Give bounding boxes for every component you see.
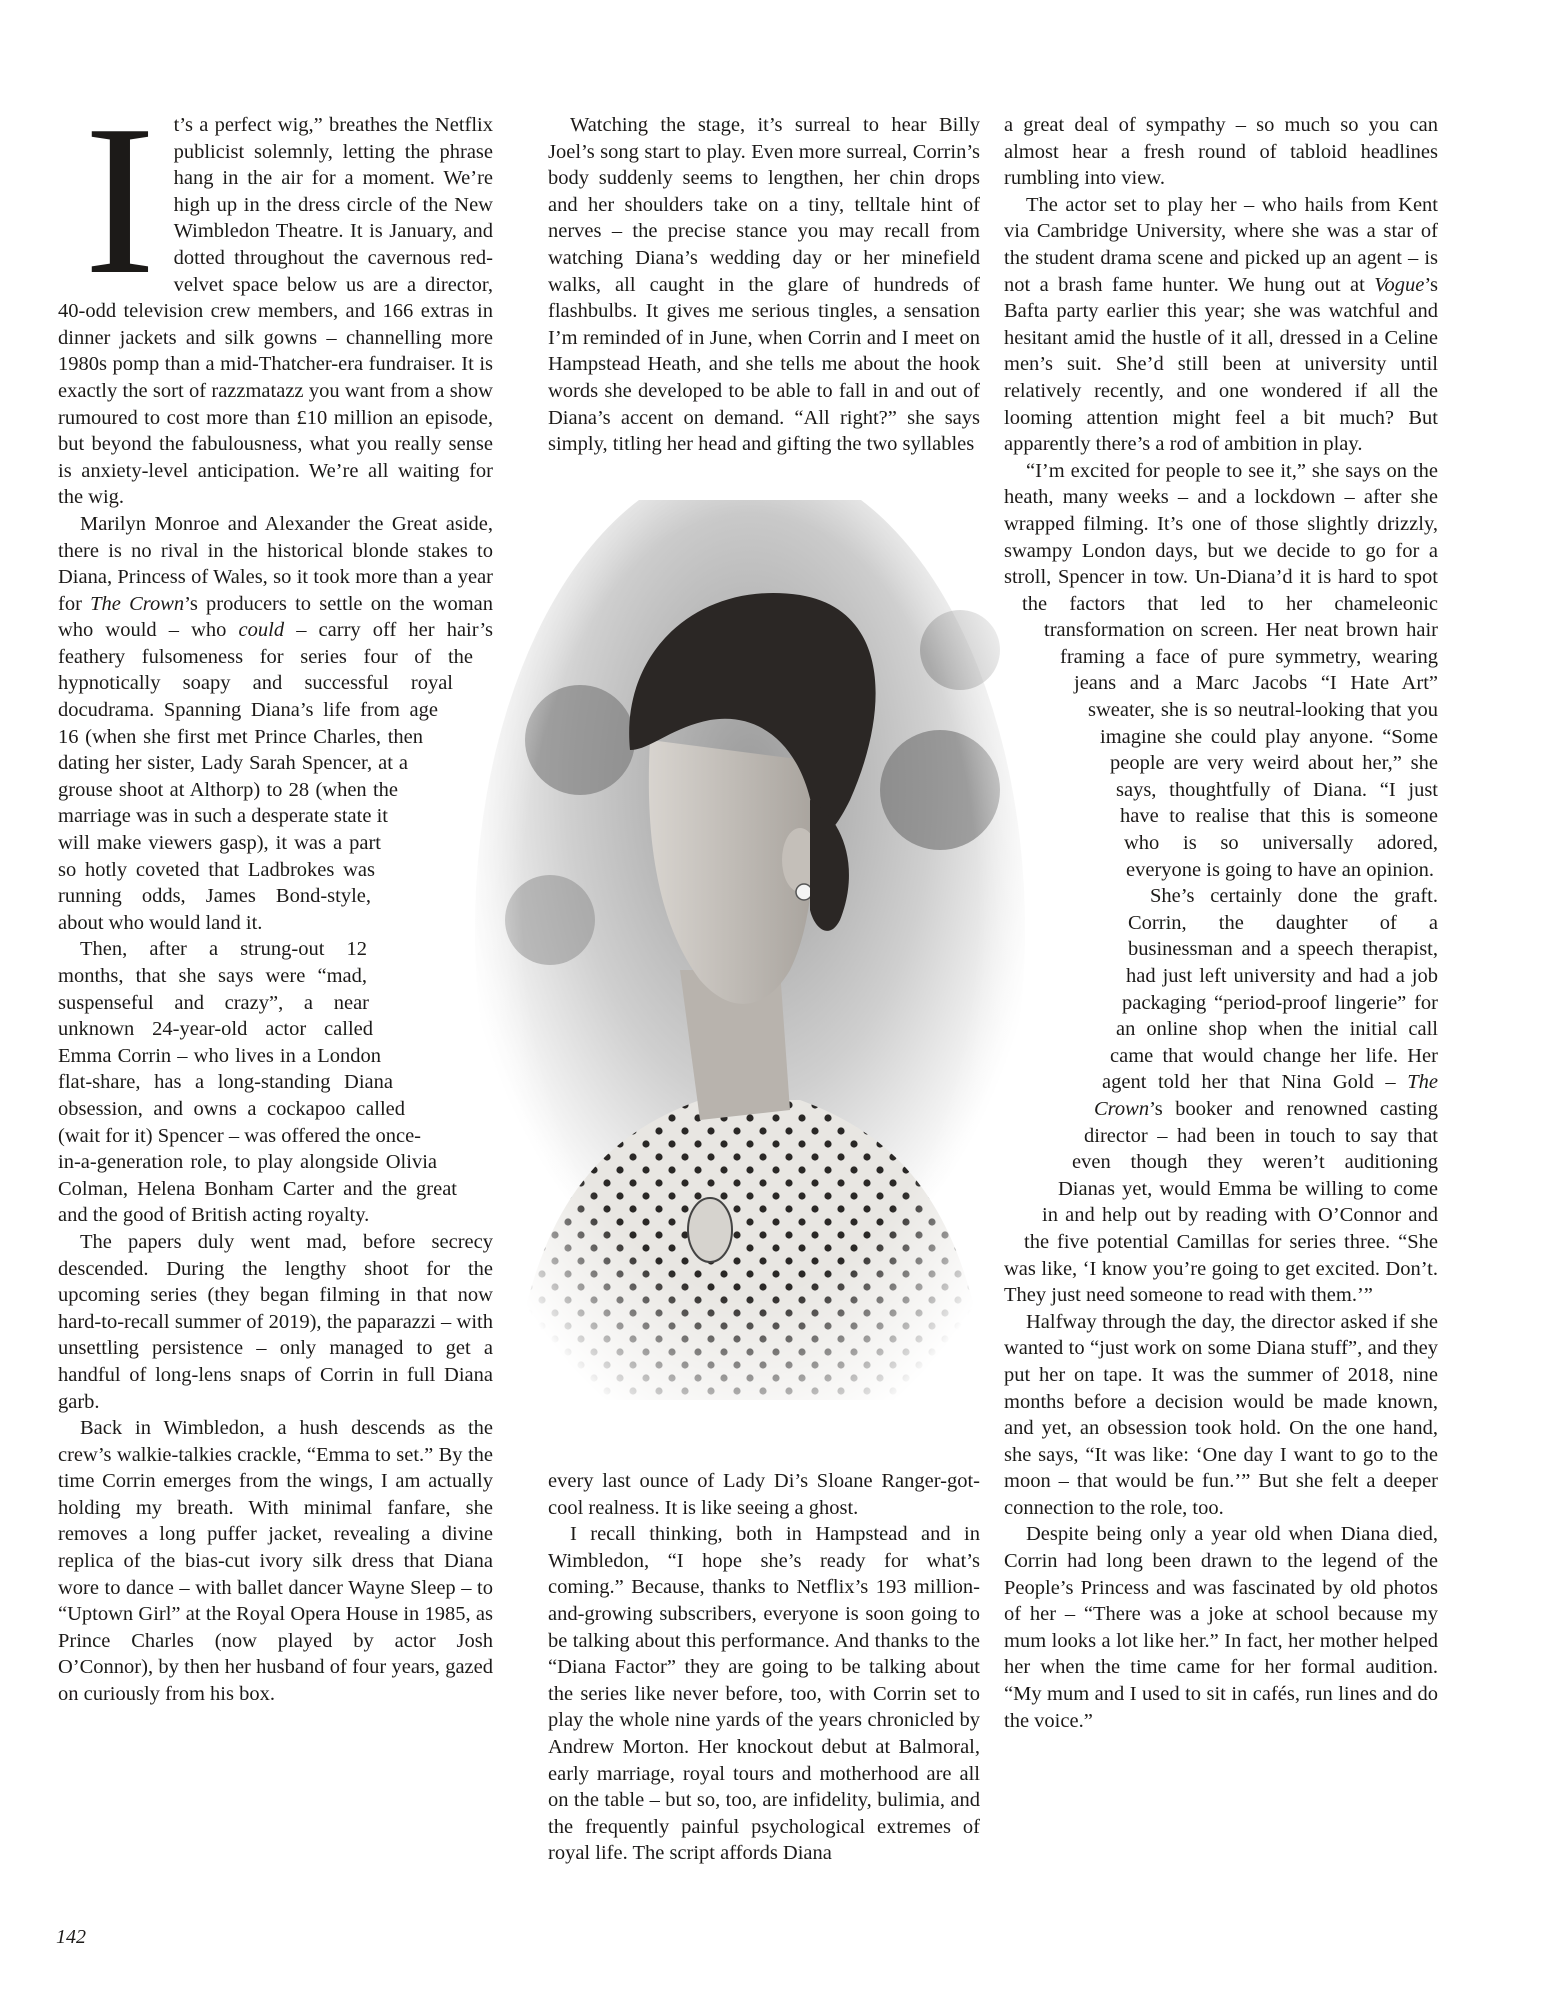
paragraph: Halfway through the day, the director asked if she wanted to “just work on some Diana stuff”, and they put her on tape. It was the summer of 2018, nine months before a decision would be made known, and yet, an obsession took hold. On the one hand, she says, “It was like: ‘One day I want to go to the moon – that would be fun.’” But she felt a deeper connection to the role, too. [1004,1310,1438,1519]
paragraph: a great deal of sympathy – so much so you can almost hear a fresh round of tabloid headlines rumbling into view. [1004,114,1438,190]
paragraph: Watching the stage, it’s surreal to hear Billy Joel’s song start to play. Even more surreal, Corrin’s body suddenly seems to lengthen, her chin drops and her shoulders take on a tiny, telltale hint of nerves – the precise stance you may recall from watching Diana’s wedding day or her minefield walks, all caught in the glare of hundreds of flashbulbs. It gives me serious tingles, a sensation I’m reminded of in June, when Corrin and I meet on Hampstead Heath, and she tells me about the hook words she developed to be able to fall in and out of Diana’s accent on demand. “All right?” she says simply, titling her head and gifting the two syllables [548,114,980,456]
paragraph: She’s certainly done the graft. Corrin, the daughter of a businessman and a speech therapist, had just left university and had a job packaging “period-proof lingerie” for an online shop when the initial call came that would change her life. Her agent told her that Nina Gold – The Crown’s booker and renowned casting director – had been in touch to say that even though they weren’t auditioning Dianas yet, would Emma be willing to come in and help out by reading with O’Connor and the five potential Camillas for series three. “She was like, ‘I know you’re going to get excited. Don’t. They just need someone to read with them.’” [1004,885,1438,1307]
drop-cap: I [84,80,156,319]
article-column-2-bottom [548,1468,980,1867]
page-number: 142 [56,1926,86,1948]
paragraph: t’s a perfect wig,” breathes the Netflix publicist solemnly, letting the phrase hang in the air for a moment. We’re high up in the dress circle of the New Wimbledon Theatre. It is January, and dotted throughout the cavernous red-velvet space below us are a director, 40-odd television crew members, and 166 extras in dinner jackets and silk gowns – channelling more 1980s pomp than a mid-Thatcher-era fundraiser. It is exactly the sort of razzmatazz you want from a show rumoured to cost more than £10 million an episode, but beyond the fabulousness, what you really sense is anxiety-level anticipation. We’re all waiting for the wig. [58,114,493,509]
article-column-3 [1004,112,1438,1734]
paragraph: I recall thinking, both in Hampstead and in Wimbledon, “I hope she’s ready for what’s coming.” Because, thanks to Netflix’s 193 million-and-growing subscribers, everyone is soon going to be talking about this performance. And thanks to the “Diana Factor” they are going to be talking about the series like never before, too, with Corrin set to play the whole nine yards of the years chronicled by Andrew Morton. Her knockout debut at Balmoral, early marriage, royal tours and motherhood are all on the table – but so, too, are infidelity, bulimia, and the frequently painful psychological extremes of royal life. The script affords Diana [548,1523,980,1865]
paragraph: Marilyn Monroe and Alexander the Great aside, there is no rival in the historical blonde stakes to Diana, Princess of Wales, so it took more than a year for The Crown’s producers to settle on the woman who would – who could – carry off her hair’s feathery fulsomeness for series four of the hypnotically soapy and successful royal docudrama. Spanning Diana’s life from age 16 (when she first met Prince Charles, then dating her sister, Lady Sarah Spencer, at a grouse shoot at Althorp) to 28 (when the marriage was in such a desperate state it will make viewers gasp), it was a part so hotly coveted that Ladbrokes was running odds, James Bond-style, about who would land it. [58,512,494,934]
article-column-2-top [548,112,980,458]
article-column-1 [58,80,494,1708]
paragraph: Then, after a strung-out 12 months, that she says were “mad, suspenseful and crazy”, a near unknown 24-year-old actor called Emma Corrin – who lives in a London flat-share, has a long-standing Diana obsession, and owns a cockapoo called (wait for it) Spencer – was offered the once-in-a-generation role, to play alongside Olivia Colman, Helena Bonham Carter and the great and the good of British acting royalty. [58,938,457,1227]
portrait-photo [470,500,1030,1460]
paragraph: every last ounce of Lady Di’s Sloane Ranger-got-cool realness. It is like seeing a ghost. [548,1470,980,1519]
paragraph: Despite being only a year old when Diana died, Corrin had long been drawn to the legend of the People’s Princess and was fascinated by old photos of her – “There was a joke at school because my mum looks a lot like her.” In fact, her mother helped her when the time came for her formal audition. “My mum and I used to sit in cafés, run lines and do the voice.” [1004,1523,1438,1732]
paragraph: The papers duly went mad, before secrecy descended. During the lengthy shoot for the upcoming series (they began filming in that now hard-to-recall summer of 2019), the paparazzi – with unsettling persistence – only managed to get a handful of long-lens snaps of Corrin in full Diana garb. [58,1230,493,1413]
paragraph: “I’m excited for people to see it,” she says on the heath, many weeks – and a lockdown – after she wrapped filming. It’s one of those slightly drizzly, swampy London days, but we decide to go for a stroll, Spencer in tow. Un-Diana’d it is hard to spot the factors that led to her chameleonic transformation on screen. Her neat brown hair framing a face of pure symmetry, wearing jeans and a Marc Jacobs “I Hate Art” sweater, she is so neutral-looking that you imagine she could play anyone. “Some people are very weird about her,” she says, thoughtfully of Diana. “I just have to realise that this is someone who is so universally adored, everyone is going to have an opinion. [1004,459,1438,881]
paragraph: The actor set to play her – who hails from Kent via Cambridge University, where she was a star of the student drama scene and picked up an agent – is not a brash fame hunter. We hung out at Vogue’s Bafta party earlier this year; she was watchful and hesitant amid the hustle of it all, dressed in a Celine men’s suit. She’d still been at university until relatively recently, and one wondered if all the looming attention might feel a bit much? But apparently there’s a rod of ambition in play. [1004,193,1438,456]
paragraph: Back in Wimbledon, a hush descends as the crew’s walkie-talkies crackle, “Emma to set.” By the time Corrin emerges from the wings, I am actually holding my breath. With minimal fanfare, she removes a long puffer jacket, revealing a divine replica of the bias-cut ivory silk dress that Diana wore to dance – with ballet dancer Wayne Sleep – to “Uptown Girl” at the Royal Opera House in 1985, as Prince Charles (now played by actor Josh O’Connor), by then her husband of four years, gazed on curiously from his box. [58,1417,493,1706]
